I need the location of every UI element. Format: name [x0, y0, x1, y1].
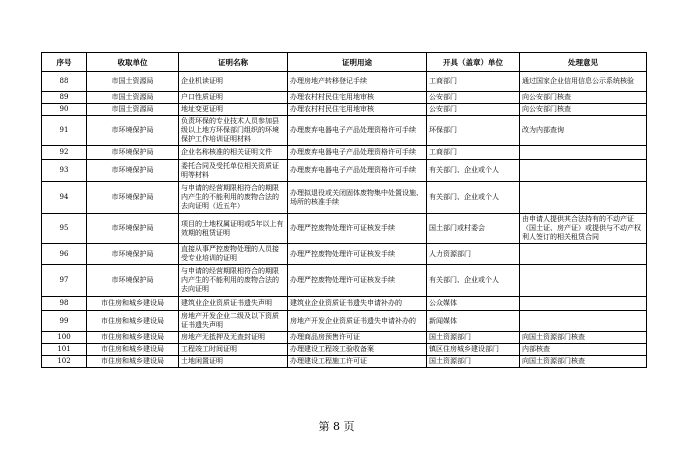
cell-certificate-purpose: 办理农村村民住宅用地审核 [288, 104, 427, 116]
cell-issuing-unit: 公安部门 [427, 104, 520, 116]
cell-certificate-purpose: 办理农村村民住宅用地审核 [288, 92, 427, 104]
page-number: 第 8 页 [318, 420, 355, 433]
cell-certificate-name: 房地产无抵押及无查封证明 [179, 332, 288, 344]
cell-serial-number: 99 [42, 311, 87, 332]
cell-issuing-unit: 新闻媒体 [427, 311, 520, 332]
cell-serial-number: 95 [42, 214, 87, 244]
table-row [42, 311, 647, 332]
cell-issuing-unit: 人力资源部门 [427, 244, 520, 265]
header-certificate-purpose: 证明用途 [288, 53, 427, 72]
cell-receiving-unit: 市环境保护局 [87, 244, 179, 265]
cell-certificate-purpose: 办理拟退役或关闭固体废物集中处置设施、场所的核准手续 [288, 182, 427, 214]
cell-handling-opinion: 向公安部门核查 [520, 104, 647, 116]
cell-certificate-name: 负责环保的专业技术人员参加县级以上地方环保部门组织的环境保护工作培训证明材料 [179, 116, 288, 146]
cell-receiving-unit: 市国土资源局 [87, 72, 179, 92]
cell-issuing-unit: 工商部门 [427, 72, 520, 92]
cell-certificate-name: 与申请的经营期限相符合的期限内产生的不能利用的废物合法的去向证明（近五年） [179, 182, 288, 214]
table-row [42, 116, 647, 146]
cell-handling-opinion: 内部核查 [520, 344, 647, 356]
cell-receiving-unit: 市住房和城乡建设局 [87, 297, 179, 311]
cell-certificate-purpose: 办理建设工程施工许可证 [288, 356, 427, 368]
cell-certificate-name: 企业名称核准的相关证明文件 [179, 146, 288, 160]
cell-issuing-unit: 有关部门、企业或个人 [427, 160, 520, 182]
cell-issuing-unit: 镇区住房城乡建设部门 [427, 344, 520, 356]
cell-issuing-unit: 国土部门或村委会 [427, 214, 520, 244]
cell-certificate-name: 项目的土地权属证明或5年以上有效期的租赁证明 [179, 214, 288, 244]
cell-issuing-unit: 有关部门、企业或个人 [427, 182, 520, 214]
cell-receiving-unit: 市国土资源局 [87, 104, 179, 116]
cell-handling-opinion [520, 182, 647, 214]
table-row [42, 104, 647, 116]
cell-handling-opinion [520, 265, 647, 297]
cell-certificate-purpose: 办理商品房预售许可证 [288, 332, 427, 344]
table-header-row [42, 53, 647, 72]
cell-receiving-unit: 市环境保护局 [87, 182, 179, 214]
cell-serial-number: 101 [42, 344, 87, 356]
cell-certificate-purpose: 办理建设工程竣工验收备案 [288, 344, 427, 356]
cell-handling-opinion: 由申请人提供其合法持有的不动产证（国土证、房产证）或提供与不动产权利人签订的相关租赁合同 [520, 214, 647, 244]
cell-certificate-name: 工程竣工时间证明 [179, 344, 288, 356]
table-row [42, 244, 647, 265]
cell-certificate-name: 直接从事严控废物处理的人员接受专业培训的证明 [179, 244, 288, 265]
cell-issuing-unit: 国土资源部门 [427, 356, 520, 368]
cell-serial-number: 88 [42, 72, 87, 92]
cell-handling-opinion [520, 146, 647, 160]
cell-serial-number: 97 [42, 265, 87, 297]
cell-serial-number: 93 [42, 160, 87, 182]
cell-serial-number: 98 [42, 297, 87, 311]
cell-serial-number: 102 [42, 356, 87, 368]
cell-issuing-unit: 环保部门 [427, 116, 520, 146]
cell-certificate-name: 土地闲置证明 [179, 356, 288, 368]
table-row [42, 92, 647, 104]
certificate-table [41, 52, 647, 368]
table-row [42, 297, 647, 311]
table-row [42, 160, 647, 182]
cell-issuing-unit: 工商部门 [427, 146, 520, 160]
cell-handling-opinion: 向公安部门核查 [520, 92, 647, 104]
cell-handling-opinion: 向国土资源部门核查 [520, 332, 647, 344]
cell-serial-number: 90 [42, 104, 87, 116]
cell-certificate-name: 地址变更证明 [179, 104, 288, 116]
table-row [42, 344, 647, 356]
cell-certificate-purpose: 办理严控废物处理许可证核发手续 [288, 244, 427, 265]
cell-certificate-name: 企业机读证明 [179, 72, 288, 92]
cell-receiving-unit: 市国土资源局 [87, 92, 179, 104]
table-row [42, 72, 647, 92]
cell-serial-number: 89 [42, 92, 87, 104]
cell-receiving-unit: 市环境保护局 [87, 265, 179, 297]
cell-receiving-unit: 市住房和城乡建设局 [87, 311, 179, 332]
cell-receiving-unit: 市环境保护局 [87, 160, 179, 182]
cell-serial-number: 96 [42, 244, 87, 265]
cell-receiving-unit: 市住房和城乡建设局 [87, 344, 179, 356]
table-row [42, 332, 647, 344]
cell-certificate-purpose: 办理房地产转移登记手续 [288, 72, 427, 92]
cell-receiving-unit: 市住房和城乡建设局 [87, 356, 179, 368]
header-receiving-unit: 收取单位 [87, 53, 179, 72]
cell-certificate-name: 委托合同及受托单位相关资质证明等材料 [179, 160, 288, 182]
header-issuing-unit: 开具（盖章）单位 [427, 53, 520, 72]
cell-handling-opinion: 向国土资源部门核查 [520, 356, 647, 368]
cell-handling-opinion [520, 297, 647, 311]
table-row [42, 214, 647, 244]
table-row [42, 265, 647, 297]
cell-certificate-purpose: 办理废弃电器电子产品处理资格许可手续 [288, 146, 427, 160]
cell-issuing-unit: 公众媒体 [427, 297, 520, 311]
cell-receiving-unit: 市环境保护局 [87, 214, 179, 244]
cell-handling-opinion: 通过国家企业信用信息公示系统核验 [520, 72, 647, 92]
header-handling-opinion: 处理意见 [520, 53, 647, 72]
cell-serial-number: 91 [42, 116, 87, 146]
table-row [42, 182, 647, 214]
table-row [42, 146, 647, 160]
cell-certificate-purpose: 房地产开发企业资质证书遗失申请补办的 [288, 311, 427, 332]
cell-receiving-unit: 市住房和城乡建设局 [87, 332, 179, 344]
cell-serial-number: 94 [42, 182, 87, 214]
cell-serial-number: 100 [42, 332, 87, 344]
table-row [42, 356, 647, 368]
cell-certificate-purpose: 办理严控废物处理许可证核发手续 [288, 265, 427, 297]
header-serial-number: 序号 [42, 53, 87, 72]
cell-receiving-unit: 市环境保护局 [87, 116, 179, 146]
cell-certificate-purpose: 办理废弃电器电子产品处理资格许可手续 [288, 116, 427, 146]
cell-receiving-unit: 市环境保护局 [87, 146, 179, 160]
cell-certificate-purpose: 办理废弃电器电子产品处理资格许可手续 [288, 160, 427, 182]
cell-issuing-unit: 国土资源部门 [427, 332, 520, 344]
header-certificate-name: 证明名称 [179, 53, 288, 72]
table-body [42, 72, 647, 368]
cell-certificate-name: 建筑业企业资质证书遗失声明 [179, 297, 288, 311]
cell-issuing-unit: 公安部门 [427, 92, 520, 104]
cell-certificate-name: 户口性质证明 [179, 92, 288, 104]
cell-serial-number: 92 [42, 146, 87, 160]
cell-certificate-purpose: 建筑业企业资质证书遗失申请补办的 [288, 297, 427, 311]
cell-handling-opinion [520, 244, 647, 265]
cell-certificate-name: 与申请的经营期限相符合的期限内产生的不能利用的废物合法的去向证明 [179, 265, 288, 297]
cell-issuing-unit: 有关部门、企业或个人 [427, 265, 520, 297]
cell-handling-opinion [520, 311, 647, 332]
cell-certificate-purpose: 办理严控废物处理许可证核发手续 [288, 214, 427, 244]
cell-handling-opinion [520, 160, 647, 182]
cell-certificate-name: 房地产开发企业二级及以下资质证书遗失声明 [179, 311, 288, 332]
cell-handling-opinion: 改为内部查询 [520, 116, 647, 146]
